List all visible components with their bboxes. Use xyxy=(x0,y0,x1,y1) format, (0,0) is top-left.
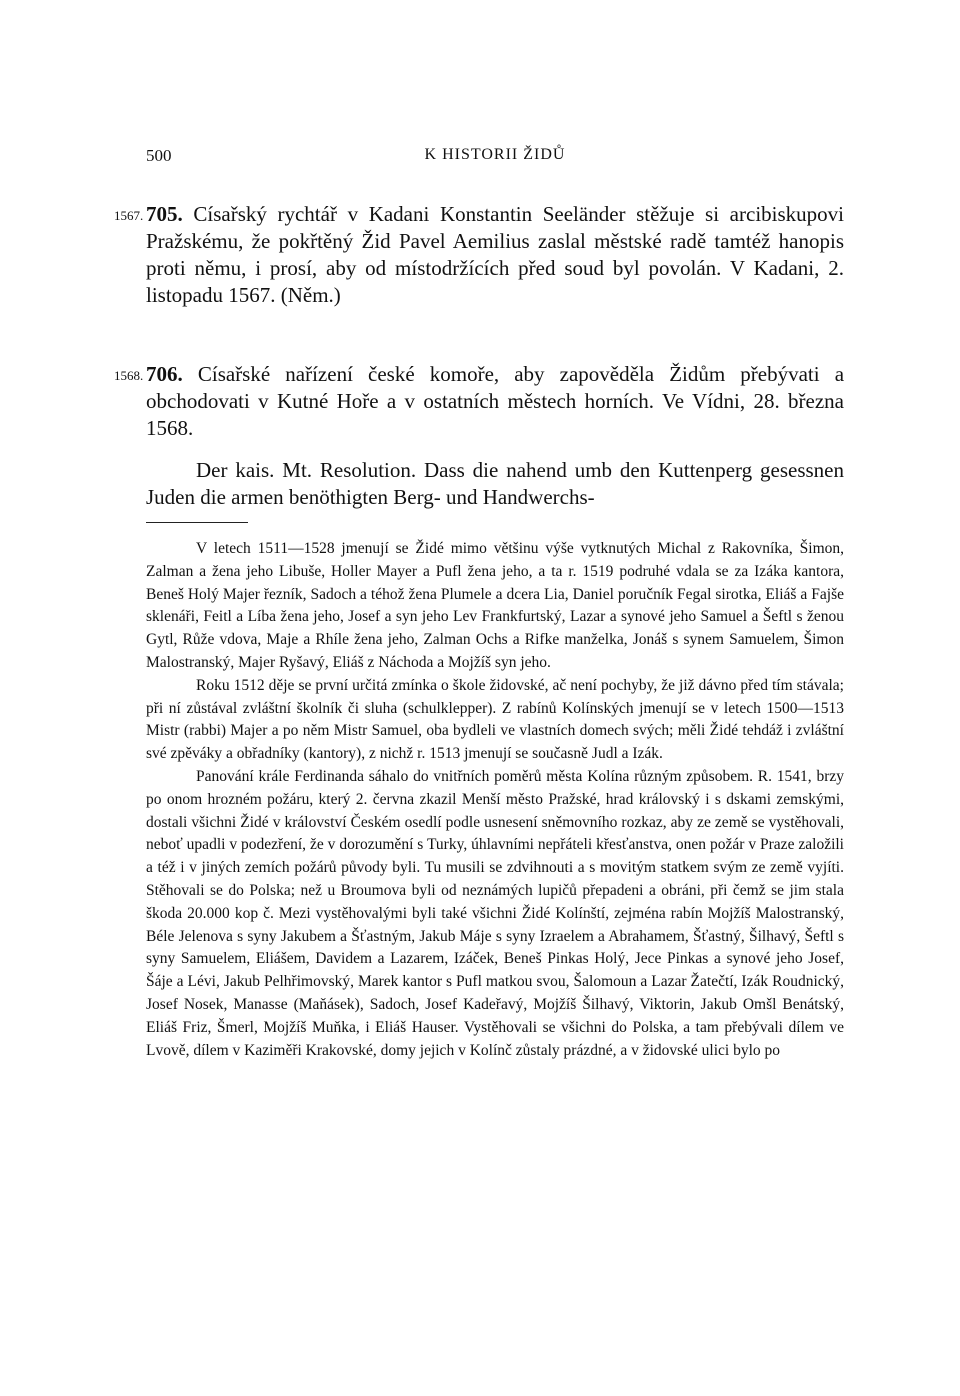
footnote-paragraph: V letech 1511—1528 jmenují se Židé mimo většinu výše vytknutých Michal z Rakovníka, Šimon, Zalman a žena jeho Libuše, Holler Mayer a Pufl žena jeho, a ta r. 1519 podruhé vdala se za Izáka kantora, Beneš Holý Majer řezník, Sadoch a téhož žena Plumele a dcera Lia, Daniel poručník Fegal sirotka, Eliáš a Fajše sklenáři, Feitl a Líba žena jeho, Josef a syn jeho Lev Frankfurtský, Lazar a synové jeho Samuel a Šeftl s ženou Gytl, Růže vdova, Maje a Rhíle žena jeho, Zalman Ochs a Rifke manželka, Jonáš s synem Samuelem, Šimon Malostranský, Majer Ryšavý, Eliáš z Náchoda a Mojžíš syn jeho. xyxy=(146,540,844,671)
quoted-resolution: Der kais. Mt. Resolution. Dass die nahend umb den Kuttenperg gesessnen Juden die armen benöthigten Berg- und Handwerchs- xyxy=(146,458,844,509)
running-title: K HISTORII ŽIDŮ xyxy=(424,146,566,163)
entry-year: 1567. xyxy=(114,208,144,223)
entry-year: 1568. xyxy=(114,368,144,383)
entry-706 xyxy=(146,361,844,442)
footnote-paragraph: Panování krále Ferdinanda sáhalo do vnitřních poměrů města Kolína různým způsobem. R. 1541, brzy po onom hrozném požáru, který 2. června zkazil Menší město Pražské, hrad královský i s dskami zemskými, dostali všichni Židé v království Českém osedlí podle usnesení sněmovního rozkaz, aby ze země se vystěhovali, neboť upadli v podezření, že v dorozumění s Turky, úhlavními nepřáteli křesťanstva, onen požár v Praze založili a též i v jiných zemích požárů původy byli. Tu musili se zdvihnouti a s movitým statkem svým ze země vyjíti. Stěhovali se do Polska; než u Broumova byli od neznámých lupičů přepadeni a obráni, při čemž se jim stala škoda 20.000 kop č. Mezi vystěhovalými byli také všichni Židé Kolínští, zejména rabín Mojžíš Malostranský, Béle Jelenova s syny Jakubem a Šťastným, Jakub Máje s syny Izraelem a Abrahamem, Šťastný, Šilhavý, Šeftl s syny Samuelem, Eliášem, Davidem a Lazarem, Izáček, Beneš Pinkas Holý, Jece Pinkas a synové jeho Josef, Šáje a Lévi, Jakub Pelhřimovský, Marek kantor s Pufl matkou svou, Šalomoun a Lazar Žatečtí, Izák Roudnický, Josef Nosek, Manasse (Maňásek), Sadoch, Josef Kadeřavý, Mojžíš Šilhavý, Viktorin, Jakub Omšl Benátský, Eliáš Friz, Šmerl, Mojžíš Muňka, i Eliáš Hauser. Vystěhovali se všichni do Polska, a tam přebývali dílem ve Lvově, dílem v Kaziměři Krakovské, domy jejich v Kolínč zůstaly prázdné, a v židovské ulici bylo po xyxy=(146,767,844,1059)
entry-number: 706. xyxy=(146,362,183,386)
entry-number: 705. xyxy=(146,202,183,226)
page-number: 500 xyxy=(146,146,172,165)
page-header xyxy=(146,146,844,170)
entry-705 xyxy=(146,201,844,309)
footnote-rule xyxy=(146,522,248,523)
entry-text: Císařské nařízení české komoře, aby zapověděla Židům přebývati a obchodovati v Kutné Hoře a v ostatních městech horních. Ve Vídni, 28. března 1568. xyxy=(146,362,845,440)
footnote-paragraph: Roku 1512 děje se první určitá zmínka o škole židovské, ač není pochyby, že již dávno před tím stávala; při ní zůstával zvláštní školník či sluha (schulklepper). Z rabínů Kolínských jmenují se v letech 1500—1513 Mistr (rabbi) Majer a po něm Mistr Samuel, oba bydleli ve vlastních domech svých; měli Židé tehdáž i zvláštní své zpěváky a obřadníky (kantory), z nichž r. 1513 jmenují se současně Judl a Izák. xyxy=(146,676,844,763)
entry-text: Císařský rychtář v Kadani Konstantin Seeländer stěžuje si arcibiskupovi Pražskému, že pokřtěný Žid Pavel Aemilius zaslal městské radě tamtéž hanopis proti němu, i prosí, aby od místodržících před soud byl povolán. V Kadani, 2. listopadu 1567. (Něm.) xyxy=(146,202,844,307)
footnote xyxy=(146,538,844,1062)
